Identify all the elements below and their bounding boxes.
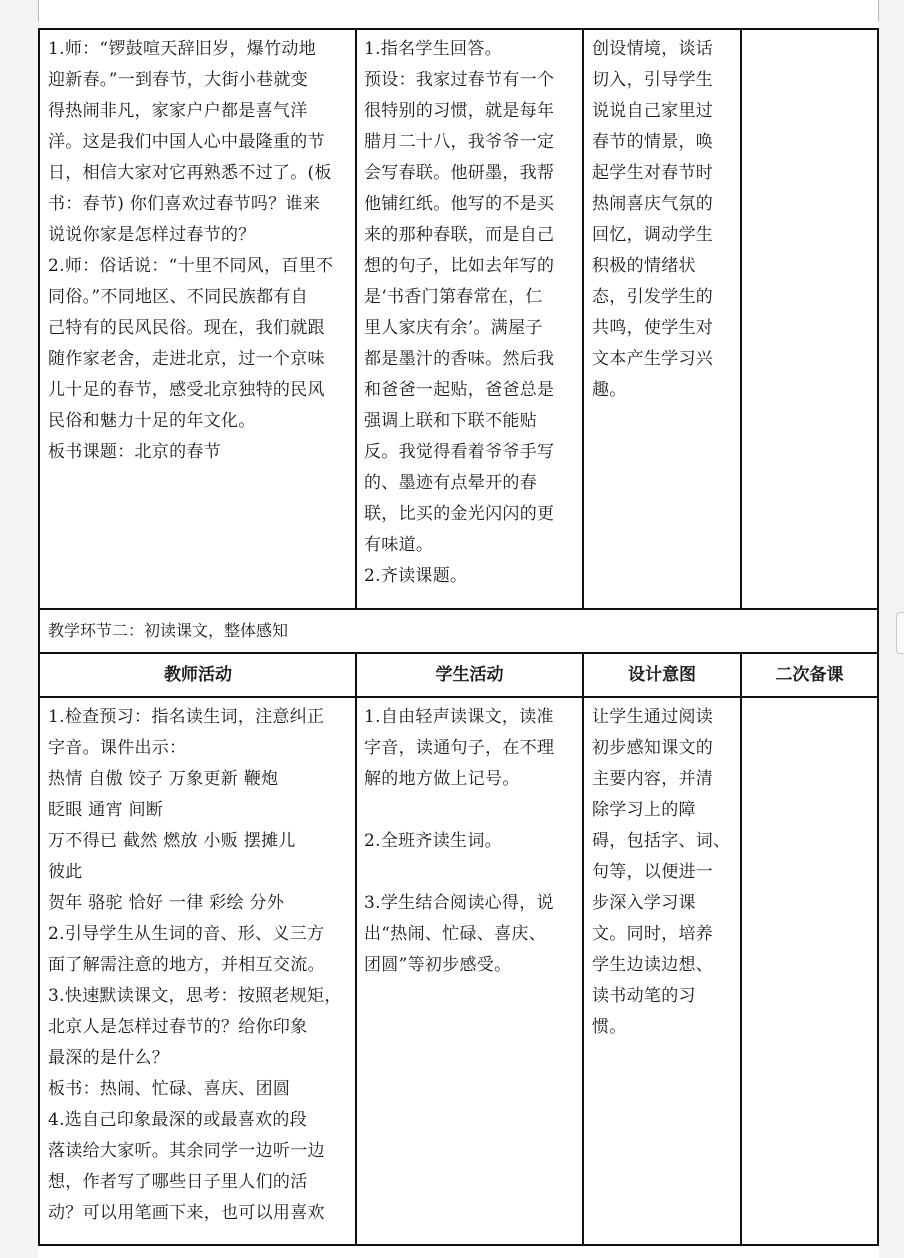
col-divider-3-lower xyxy=(740,652,742,1246)
row1-teacher-cell xyxy=(40,29,356,609)
row1-intent-cell xyxy=(583,29,741,609)
header-second-prep: 二次备课 xyxy=(775,665,844,685)
header-teacher-activity: 教师活动 xyxy=(164,665,232,685)
row1-bottom-border xyxy=(38,608,879,610)
row1-student-activity: 1.指名学生回答。 预设：我家过春节有一个 很特别的习惯，就是每年 腊月二十八，我爷爷一定 会写春联。他研墨，我帮 他铺红纸。他写的不是买 来的那种春联，而是自己 想的句子，比如去年写的 是‘书香门第春常在，仁 里人家庆有余’。满屋子 都是墨汁的香味。然后我 和爸爸一起贴，爸爸总是 强调上联和下联不能贴 反。我觉得看着爷爷手写 的、墨迹有点晕开的春 联，比买的金光闪闪的更 有味道。 2.齐读课题。 xyxy=(364,39,555,586)
col-divider-1-upper xyxy=(355,28,357,610)
side-panel-handle[interactable] xyxy=(896,612,904,654)
section-2-bottom-border xyxy=(38,652,879,654)
header-design-intent: 设计意图 xyxy=(628,665,696,685)
row2-second-prep-cell xyxy=(741,697,878,1245)
table-border-top xyxy=(38,28,879,30)
table-border-bottom xyxy=(38,1244,879,1246)
col-divider-2-upper xyxy=(582,28,584,610)
header-student-activity: 学生活动 xyxy=(435,665,504,685)
right-margin-marker xyxy=(878,0,879,22)
left-margin-marker xyxy=(38,0,39,22)
row1-design-intent: 创设情境，谈话 切入，引导学生 说说自己家里过 春节的情景，唤 起学生对春节时 热闹喜庆气氛的 回忆，调动学生 积极的情绪状 态，引发学生的 共鸣，使学生对 文本产生学习兴 趣。 xyxy=(592,39,714,400)
header-bottom-border xyxy=(38,696,879,698)
row2-design-intent: 让学生通过阅读 初步感知课文的 主要内容，并清 除学习上的障 碍，包括字、词、 句等，以便进一 步深入学习课 文。同时，培养 学生边读边想、 读书动笔的习 惯。 xyxy=(592,707,731,1037)
row1-teacher-activity: 1.师：“锣鼓喧天辞旧岁，爆竹动地 迎新春。”一到春节，大街小巷就变 得热闹非凡，家家户户都是喜气洋 洋。这是我们中国人心中最隆重的节 日，相信大家对它再熟悉不过了。(板 书：春节) 你们喜欢过春节吗？谁来 说说你家是怎样过春节的？ 2.师：俗话说：“十里不同风，百里不 同俗。”不同地区、不同民族都有自 己特有的民风民俗。现在，我们就跟 随作家老舍，走进北京，过一个京味 儿十足的春节，感受北京独特的民风 民俗和魅力十足的年文化。 板书课题：北京的春节 xyxy=(48,39,334,462)
left-page-margin xyxy=(0,0,38,1258)
row2-student-cell xyxy=(356,697,583,1245)
table-border-left xyxy=(38,28,40,1246)
row2-teacher-activity: 1.检查预习：指名读生词，注意纠正 字音。课件出示： 热情 自傲 饺子 万象更新 鞭炮 眨眼 通宵 间断 万不得已 截然 燃放 小贩 摆摊儿 彼此 贺年 骆驼 恰好 一律 彩绘 分外 2.引导学生从生词的音、形、义三方 面了解需注意的地方，并相互交流。 3.快速默读课文，思考：按照老规矩， 北京人是怎样过春节的？给你印象 最深的是什么？ 板书：热闹、忙碌、喜庆、团圆 4.选自己印象最深的或最喜欢的段 落读给大家听。其余同学一边听一边 想，作者写了哪些日子里人们的活 动？可以用笔画下来，也可以用喜欢 xyxy=(48,707,342,1223)
col-divider-3-upper xyxy=(740,28,742,610)
section-2-title: 教学环节二：初读课文，整体感知 xyxy=(48,621,289,640)
col-divider-1-lower xyxy=(355,652,357,1246)
row1-second-prep-cell xyxy=(741,29,878,609)
col-divider-2-lower xyxy=(582,652,584,1246)
row2-student-activity: 1.自由轻声读课文，读准 字音，读通句子，在不理 解的地方做上记号。 2.全班齐读生词。 3.学生结合阅读心得，说 出“热闹、忙碌、喜庆、 团圆”等初步感受。 xyxy=(364,707,555,975)
table-border-right xyxy=(877,28,879,1246)
row1-student-cell xyxy=(356,29,583,609)
page-top-area xyxy=(38,0,879,28)
row2-teacher-cell xyxy=(40,697,356,1245)
row2-intent-cell xyxy=(583,697,741,1245)
